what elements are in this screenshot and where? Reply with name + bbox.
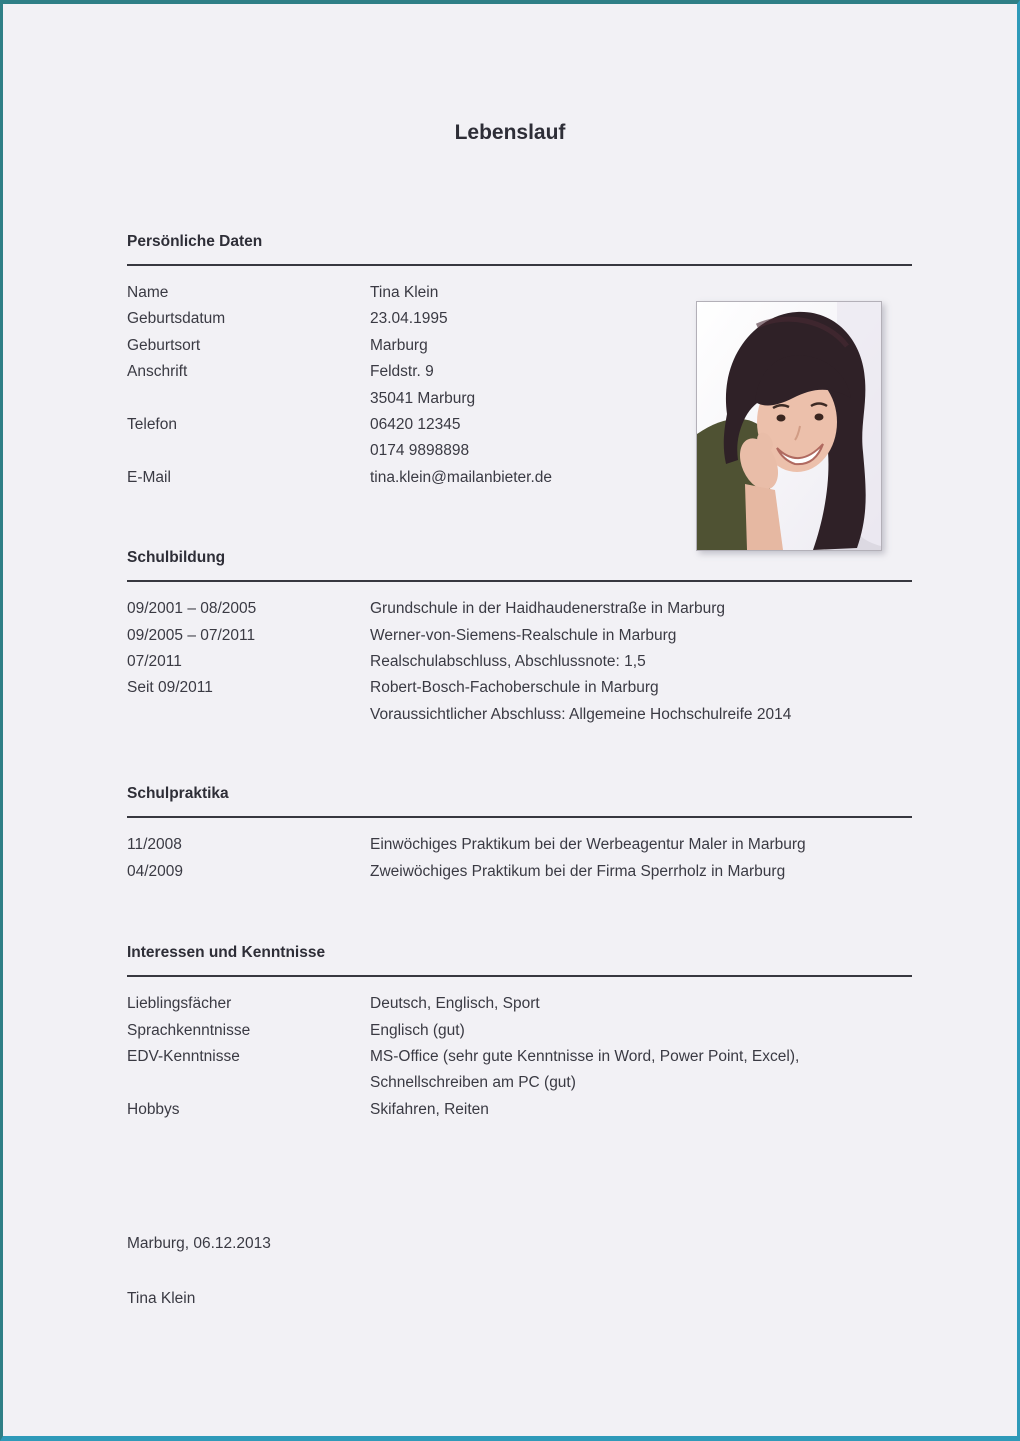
table-row [127, 649, 912, 675]
section-rows [127, 991, 912, 1123]
row-value: Realschulabschluss, Abschlussnote: 1,5 [370, 653, 646, 671]
section-divider [127, 816, 912, 818]
row-value: Englisch (gut) [370, 1021, 465, 1039]
row-value: MS-Office (sehr gute Kenntnisse in Word, Power Point, Excel), [370, 1047, 800, 1065]
row-label: Geburtsdatum [127, 310, 226, 328]
section-education [127, 548, 912, 728]
section-rows [127, 832, 912, 885]
document-title: Lebenslauf [454, 121, 566, 144]
table-row [127, 1070, 912, 1096]
row-value: Voraussichtlicher Abschluss: Allgemeine Hochschulreife 2014 [370, 705, 792, 723]
row-value: Skifahren, Reiten [370, 1100, 489, 1118]
section-internships [127, 784, 912, 885]
row-value: 06420 12345 [370, 416, 461, 434]
table-row [127, 1018, 912, 1044]
row-label: Telefon [127, 416, 177, 434]
section-divider [127, 580, 912, 582]
row-label: Name [127, 284, 169, 301]
table-row [127, 675, 912, 701]
section-divider [127, 264, 912, 266]
table-row [127, 859, 912, 885]
row-label: Lieblingsfächer [127, 995, 232, 1013]
table-row [127, 702, 912, 728]
row-label: 11/2008 [127, 836, 182, 854]
row-label: 09/2001 – 08/2005 [127, 600, 257, 618]
applicant-photo [696, 301, 882, 551]
table-row [127, 991, 912, 1017]
row-label: Seit 09/2011 [127, 679, 213, 697]
place-and-date: Marburg, 06.12.2013 [127, 1235, 271, 1253]
row-label: 07/2011 [127, 653, 182, 671]
row-label: EDV-Kenntnisse [127, 1047, 240, 1065]
row-value: Robert-Bosch-Fachoberschule in Marburg [370, 679, 659, 697]
row-value: Feldstr. 9 [370, 363, 434, 381]
row-value: tina.klein@mailanbieter.de [370, 468, 553, 486]
row-label: Sprachkenntnisse [127, 1021, 251, 1039]
row-value: 35041 Marburg [370, 389, 476, 407]
section-divider [127, 975, 912, 977]
row-label [127, 1070, 370, 1096]
table-row [127, 596, 912, 622]
row-label [127, 438, 370, 464]
row-value: Einwöchiges Praktikum bei der Werbeagentur Maler in Marburg [370, 836, 806, 854]
table-row [127, 1097, 912, 1123]
row-label: 09/2005 – 07/2011 [127, 626, 256, 644]
row-label: Anschrift [127, 363, 188, 381]
row-value: Grundschule in der Haidhaudenerstraße in Marburg [370, 600, 725, 618]
table-row [127, 623, 912, 649]
row-value: Schnellschreiben am PC (gut) [370, 1074, 576, 1092]
row-value: 0174 9898898 [370, 442, 470, 460]
row-value: Marburg [370, 336, 428, 354]
signature-name: Tina Klein [127, 1289, 196, 1307]
section-heading: Schulbildung [127, 549, 226, 567]
row-value: Zweiwöchiges Praktikum bei der Firma Sperrholz in Marburg [370, 862, 786, 880]
section-heading: Interessen und Kenntnisse [127, 944, 326, 962]
row-value: Tina Klein [370, 284, 439, 301]
applicant-photo-illustration [697, 302, 881, 550]
row-label: 04/2009 [127, 862, 184, 880]
row-label [127, 386, 370, 412]
row-value: Deutsch, Englisch, Sport [370, 995, 540, 1013]
section-interests-skills [127, 943, 912, 1123]
row-label [127, 702, 370, 728]
row-value: Werner-von-Siemens-Realschule in Marburg [370, 626, 677, 644]
row-label: Geburtsort [127, 336, 201, 354]
table-row [127, 832, 912, 858]
row-label: E-Mail [127, 468, 171, 486]
section-heading: Schulpraktika [127, 785, 229, 803]
table-row [127, 1044, 912, 1070]
row-label: Hobbys [127, 1100, 180, 1118]
row-value: 23.04.1995 [370, 310, 448, 328]
section-rows [127, 596, 912, 728]
section-heading: Persönliche Daten [127, 233, 263, 250]
